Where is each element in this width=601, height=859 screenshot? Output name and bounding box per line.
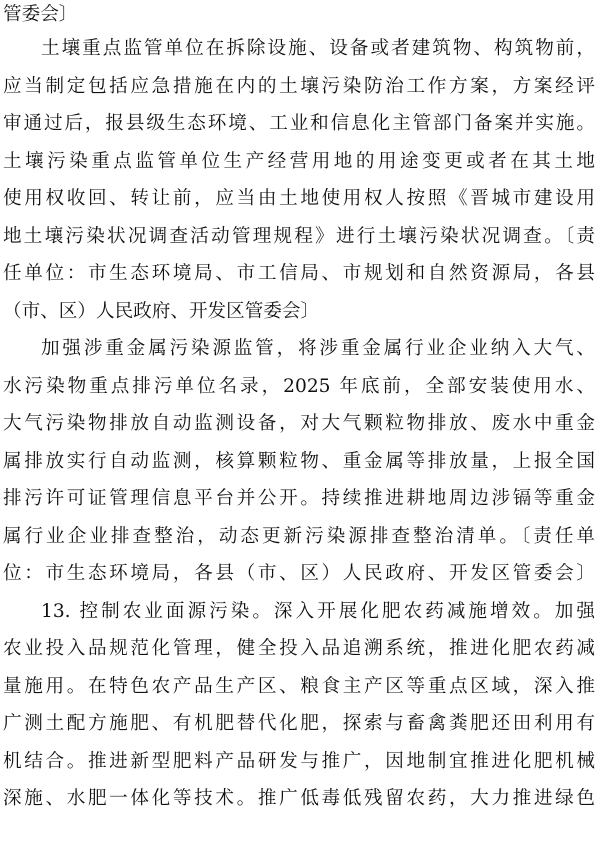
- paragraph-first-line: 加强涉重金属污染源监管，将涉重金属行业企业纳入大气、: [41, 338, 595, 359]
- text-line: 管委会〕: [3, 4, 78, 25]
- section-heading-line: 13. 控制农业面源污染。深入开展化肥农药减施增效。加强: [41, 600, 595, 622]
- text-line: 农业投入品规范化管理，健全投入品追溯系统，推进化肥农药减: [3, 638, 595, 659]
- text-line: 使用权收回、转让前，应当由土地使用权人按照《晋城市建设用: [3, 188, 595, 209]
- text-line: 属排放实行自动监测，核算颗粒物、重金属等排放量，上报全国: [3, 450, 595, 472]
- text-line: 量施用。在特色农产品生产区、粮食主产区等重点区域，深入推: [3, 675, 595, 697]
- document-page: [3, 0, 595, 818]
- text-line: 排污许可证管理信息平台并公开。持续推进耕地周边涉镉等重金: [3, 488, 595, 509]
- text-line: 属行业企业排查整治，动态更新污染源排查整治清单。〔责任单: [3, 525, 595, 547]
- text-line: （市、区）人民政府、开发区管委会〕: [3, 300, 320, 322]
- text-line: 大气污染物排放自动监测设备，对大气颗粒物排放、废水中重金: [3, 413, 595, 434]
- text-line: 机结合。推进新型肥料产品研发与推广，因地制宜推进化肥机械: [3, 750, 595, 772]
- text-line: 位：市生态环境局，各县（市、区）人民政府、开发区管委会〕: [3, 563, 595, 584]
- text-line: 水污染物重点排污单位名录，2025 年底前，全部安装使用水、: [3, 375, 595, 397]
- text-line: 深施、水肥一体化等技术。推广低毒低残留农药，大力推进绿色: [3, 788, 595, 809]
- text-line: 应当制定包括应急措施在内的土壤污染防治工作方案，方案经评: [3, 75, 595, 97]
- text-line: 审通过后，报县级生态环境、工业和信息化主管部门备案并实施。: [3, 113, 595, 134]
- text-line: 广测土配方施肥、有机肥替代化肥，探索与畜禽粪肥还田利用有: [3, 713, 595, 734]
- paragraph-first-line: 土壤重点监管单位在拆除设施、设备或者建筑物、构筑物前，: [41, 38, 595, 59]
- text-line: 地土壤污染状况调查活动管理规程》进行土壤污染状况调查。〔责: [3, 225, 595, 247]
- text-line: 任单位：市生态环境局、市工信局、市规划和自然资源局，各县: [3, 263, 595, 284]
- text-line: 土壤污染重点监管单位生产经营用地的用途变更或者在其土地: [3, 150, 595, 172]
